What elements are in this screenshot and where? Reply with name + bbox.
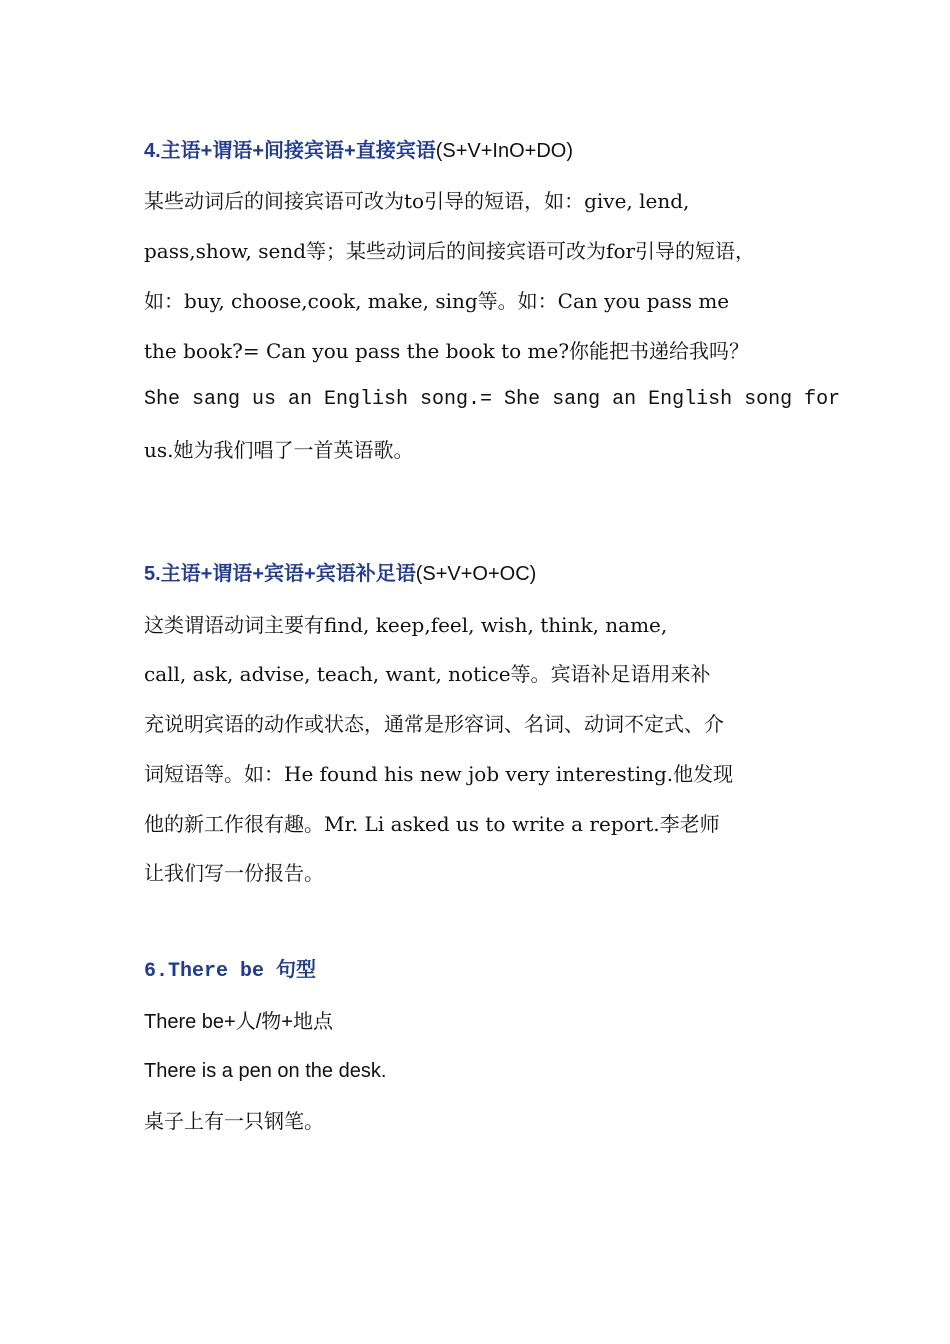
section-5-line-6: 让我们写一份报告。 xyxy=(144,861,324,885)
section-5-line-4: 词短语等。如：He found his new job very interesting.他发现 xyxy=(144,762,734,786)
section-4-heading xyxy=(144,138,573,164)
section-5-line-5: 他的新工作很有趣。Mr. Li asked us to write a report.李老师 xyxy=(144,812,720,836)
section-4-line-6: us.她为我们唱了一首英语歌。 xyxy=(144,438,414,462)
section-4-line-3: 如：buy, choose,cook, make, sing等。如：Can you pass me xyxy=(144,289,730,313)
section-4-line-1: 某些动词后的间接宾语可改为to引导的短语，如：give, lend, xyxy=(144,189,690,213)
section-5-heading xyxy=(144,561,536,587)
section-5-line-1: 这类谓语动词主要有find, keep,feel, wish, think, name, xyxy=(144,613,668,637)
section-6-line-1: There be+人/物+地点 xyxy=(144,1011,333,1033)
section-6-heading: 6.There be 句型 xyxy=(144,960,317,983)
section-4-line-2: pass,show, send等；某些动词后的间接宾语可改为for引导的短语， xyxy=(144,239,756,263)
section-5-title: 5.主语+谓语+宾语+宾语补足语 xyxy=(144,563,416,585)
section-6-line-2: There is a pen on the desk. xyxy=(144,1060,387,1082)
section-5-line-2: call, ask, advise, teach, want, notice等。宾语补足语用来补 xyxy=(144,662,711,686)
section-6-line-3: 桌子上有一只钢笔。 xyxy=(144,1109,324,1133)
section-4-title: 4.主语+谓语+间接宾语+直接宾语 xyxy=(144,140,436,162)
section-4-line-4: the book?= Can you pass the book to me?你能把书递给我吗？ xyxy=(144,339,750,363)
section-4-line-5: She sang us an English song.= She sang an English song for xyxy=(144,388,841,411)
section-4-title-suffix: (S+V+InO+DO) xyxy=(435,140,573,162)
section-5-line-3: 充说明宾语的动作或状态，通常是形容词、名词、动词不定式、介 xyxy=(144,712,724,736)
section-5-title-suffix: (S+V+O+OC) xyxy=(415,563,537,585)
